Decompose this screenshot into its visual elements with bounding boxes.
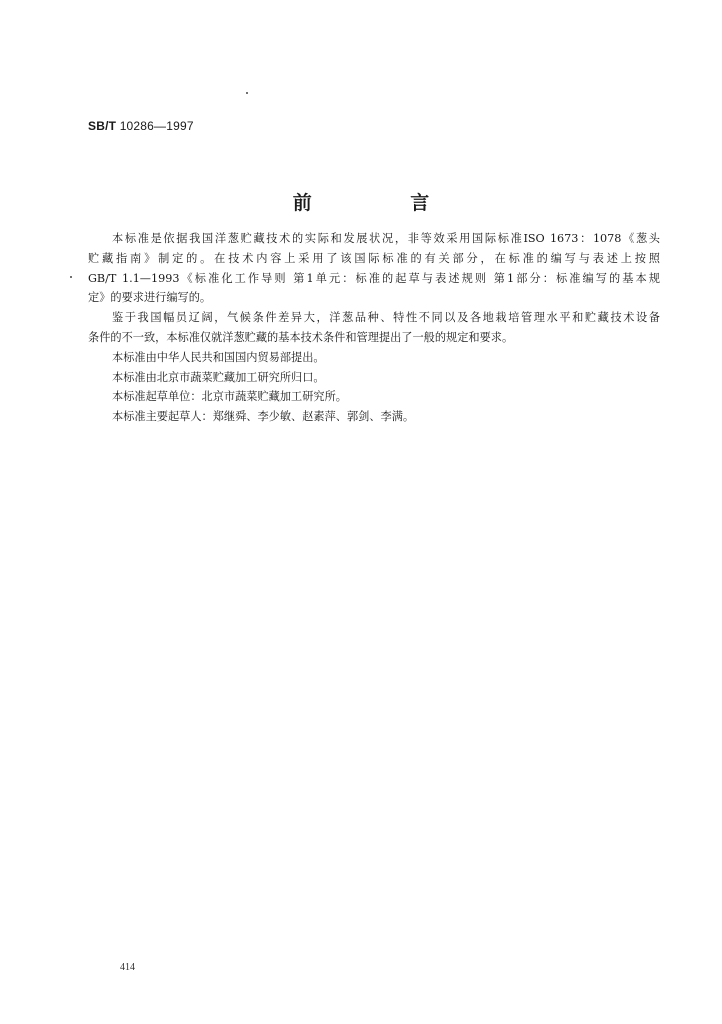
scan-speck — [246, 92, 248, 94]
paragraph-line: 本标准由中华人民共和国国内贸易部提出。 — [112, 350, 325, 364]
paragraph-drafting-unit — [88, 387, 660, 407]
paragraph-drafters — [88, 407, 660, 427]
paragraph-centralized-unit — [88, 368, 660, 388]
paragraph-line: 鉴于我国幅员辽阔，气候条件差异大，洋葱品种、特性不同以及各地栽培管理水平和贮藏技术设备 — [112, 311, 660, 325]
standard-code — [88, 119, 194, 133]
foreword-body — [88, 229, 660, 427]
scan-speck — [70, 276, 72, 278]
standard-code-number: 10286—1997 — [119, 119, 194, 133]
paragraph-line: 本标准起草单位：北京市蔬菜贮藏加工研究所。 — [112, 390, 347, 404]
paragraph-line: 本标准是依据我国洋葱贮藏技术的实际和发展状况，非等效采用国际标准ISO 1673：1078《葱头 — [112, 232, 660, 245]
page-title: 前 言 — [292, 192, 476, 214]
paragraph-line: 定》的要求进行编写的。 — [88, 291, 212, 305]
page-number: 414 — [120, 962, 135, 973]
paragraph-line: 本标准由北京市蔬菜贮藏加工研究所归口。 — [112, 370, 325, 384]
paragraph-line: 贮藏指南》制定的。在技术内容上采用了该国际标准的有关部分，在标准的编写与表述上按照 — [88, 251, 660, 265]
paragraph-line: GB/T 1.1—1993《标准化工作导则 第1单元：标准的起草与表述规则 第1部分：标准编写的基本规 — [88, 271, 660, 285]
paragraph-proposer — [88, 348, 660, 368]
paragraph-line: 条件的不一致，本标准仅就洋葱贮藏的基本技术条件和管理提出了一般的规定和要求。 — [88, 330, 514, 344]
paragraph-line: 本标准主要起草人：郑继舜、李少敏、赵素萍、郭剑、李满。 — [112, 410, 415, 424]
standard-code-prefix: SB/T — [88, 119, 117, 133]
paragraph-adoption — [88, 229, 660, 308]
paragraph-scope — [88, 308, 660, 348]
